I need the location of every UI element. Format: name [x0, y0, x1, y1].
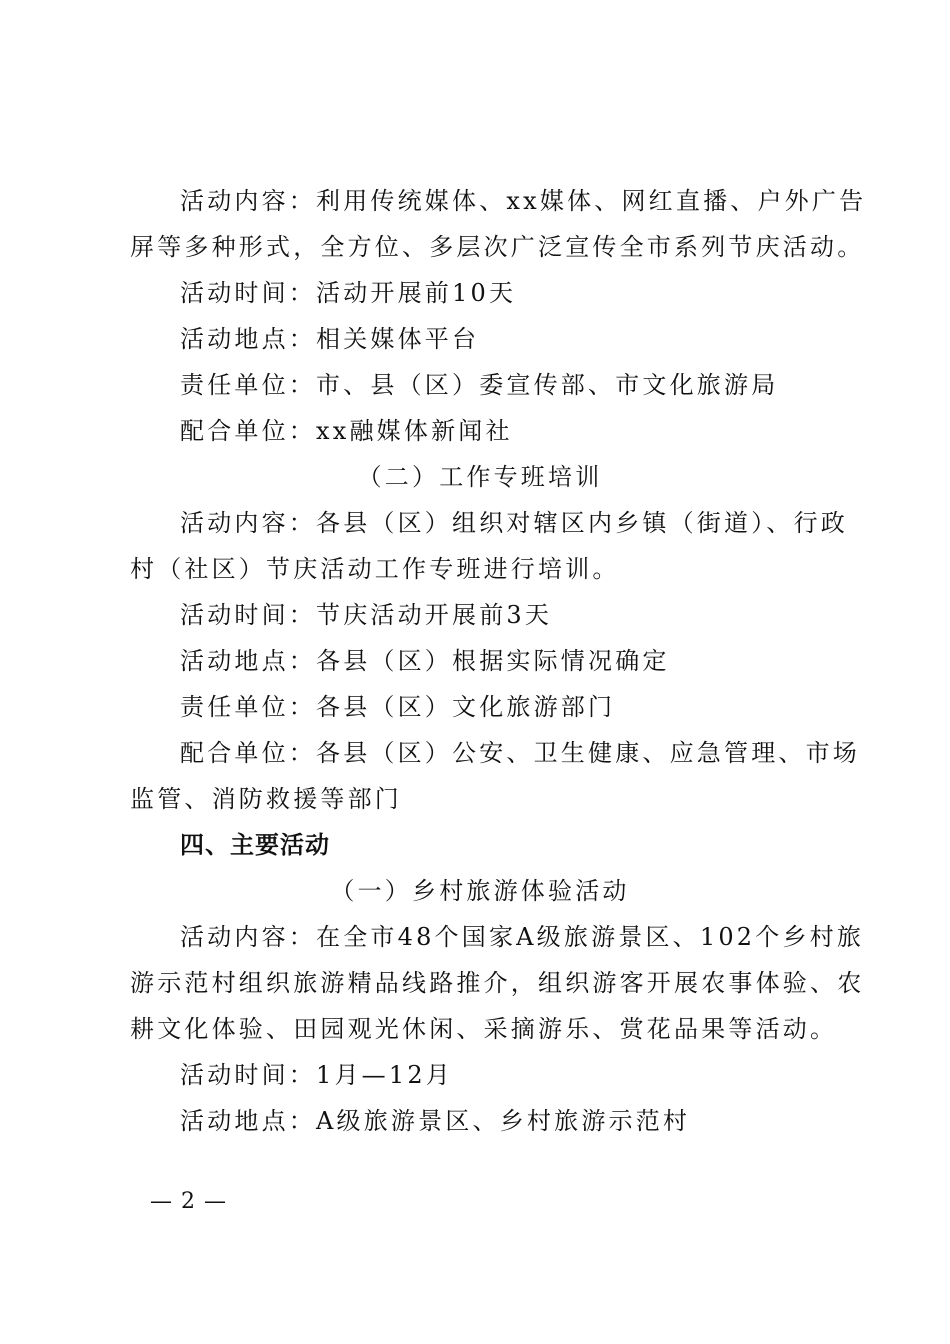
rural-content-line-1: 活动内容：在全市48个国家A级旅游景区、102个乡村旅	[180, 923, 865, 951]
rural-time: 活动时间：1月—12月	[180, 1061, 454, 1089]
rural-place: 活动地点：A级旅游景区、乡村旅游示范村	[180, 1107, 691, 1135]
publicity-content-line-2: 屏等多种形式，全方位、多层次广泛宣传全市系列节庆活动。	[130, 233, 865, 261]
training-cooperate-line-1: 配合单位：各县（区）公安、卫生健康、应急管理、市场	[180, 739, 860, 767]
rural-tourism-heading: （一）乡村旅游体验活动	[330, 877, 630, 905]
publicity-content-line-1: 活动内容：利用传统媒体、xx媒体、网红直播、户外广告	[180, 187, 867, 215]
training-place: 活动地点：各县（区）根据实际情况确定	[180, 647, 670, 675]
training-content-line-2: 村（社区）节庆活动工作专班进行培训。	[130, 555, 620, 583]
training-responsible: 责任单位：各县（区）文化旅游部门	[180, 693, 616, 721]
rural-content-line-2: 游示范村组织旅游精品线路推介，组织游客开展农事体验、农	[130, 969, 865, 997]
publicity-responsible: 责任单位：市、县（区）委宣传部、市文化旅游局	[180, 371, 779, 399]
publicity-cooperate: 配合单位：xx融媒体新闻社	[180, 417, 513, 445]
training-cooperate-line-2: 监管、消防救援等部门	[130, 785, 402, 813]
main-activities-heading: 四、主要活动	[180, 831, 330, 859]
training-content-line-1: 活动内容：各县（区）组织对辖区内乡镇（街道）、行政	[180, 509, 848, 537]
publicity-place: 活动地点：相关媒体平台	[180, 325, 480, 353]
page-number: — 2 —	[150, 1189, 227, 1214]
training-time: 活动时间：节庆活动开展前3天	[180, 601, 553, 629]
rural-content-line-3: 耕文化体验、田园观光休闲、采摘游乐、赏花品果等活动。	[130, 1015, 838, 1043]
publicity-time: 活动时间：活动开展前10天	[180, 279, 517, 307]
training-heading: （二）工作专班培训	[357, 463, 603, 491]
